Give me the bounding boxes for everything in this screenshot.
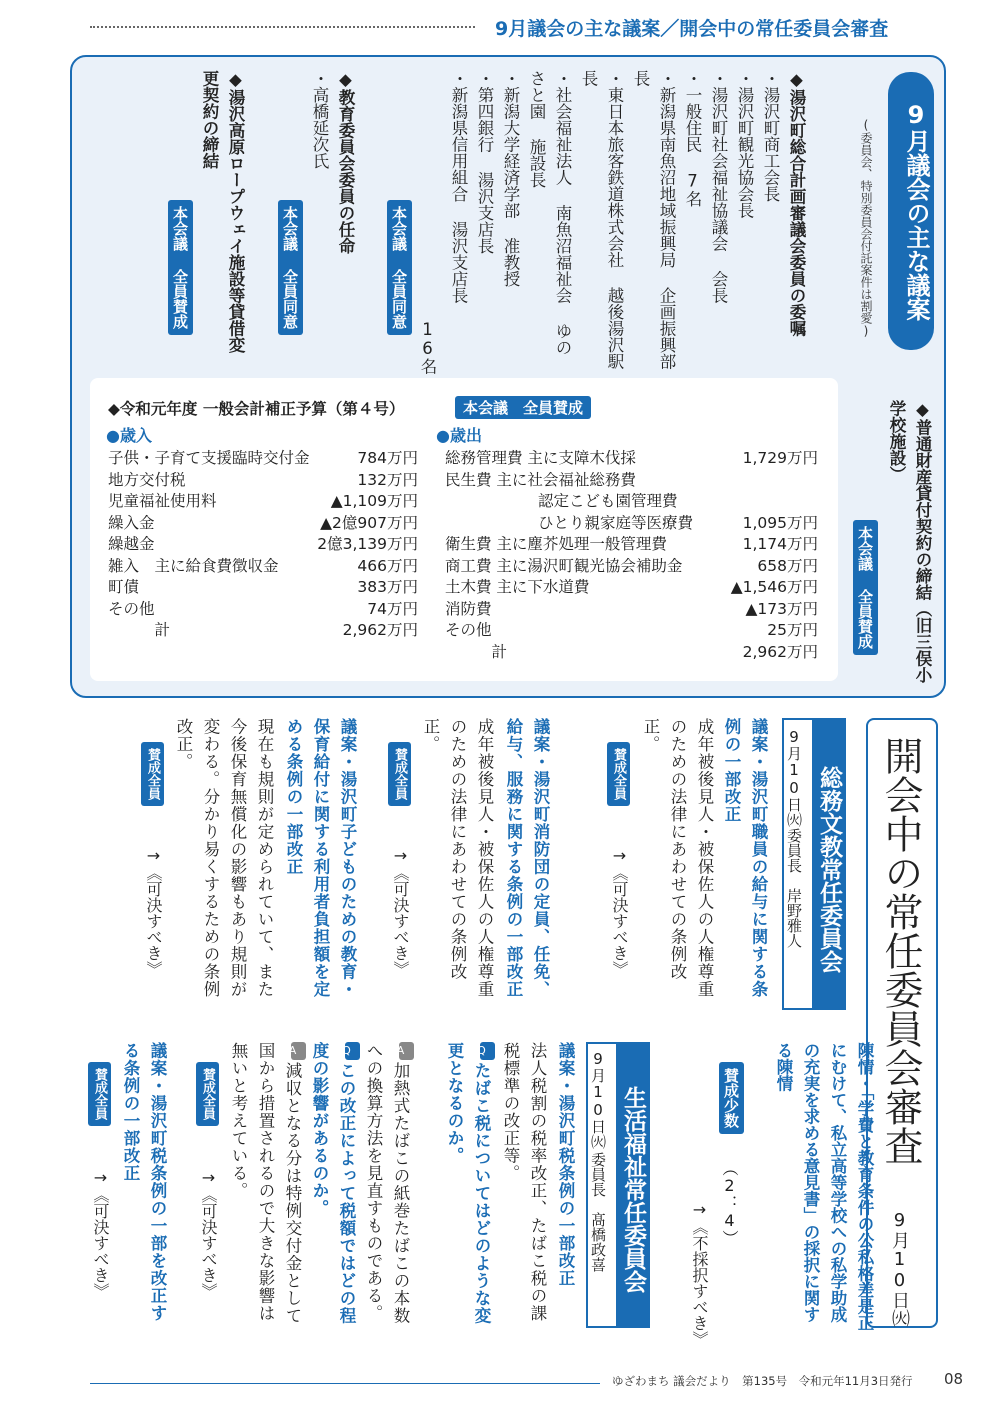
a-badge: A [399,1042,414,1060]
list-item: ・東日本旅客鉄道株式会社 越後湯沢駅長 [579,70,624,370]
soumu-name: 総務文教常任委員会 [812,718,846,1010]
table-row: 商工費 主に湯沢町観光協会補助金 658万円 [445,556,818,575]
table-row: 雑入 主に給食費徴収金 466万円 [108,556,418,575]
table-row: 児童福祉使用料 ▲1,109万円 [108,492,418,510]
table-row: その他 74万円 [108,599,418,618]
table-row: 衛生費 主に塵芥処理一般管理費 1,174万円 [445,535,818,553]
table-row: 計 2,962万円 [445,642,818,661]
soumu-bill-1-decision: →《可決すべき》 [610,846,629,977]
seikatsu-bill-1-decision: →《可決すべき》 [199,1168,218,1299]
agenda-item-1-count: 16名 [418,320,437,375]
seikatsu-bill-1-result: 賛成全員 [196,1062,219,1126]
seikatsu-name: 生活福祉常任委員会 [616,1042,650,1328]
soumu-bill-2-body: 成年被後見人・被保佐人の人権尊重のための法律にあわせての条例改正。 [421,718,494,998]
soumu-bill-2-title: 議案・湯沢町消防団の定員、任免、給与、服務に関する条例の一部改正 [504,718,550,998]
agenda-item-4-title: ◆普通財産貸付契約の締結（旧三俣小学校施設） [887,400,932,683]
soumu-bill-1-title: 議案・湯沢町職員の給与に関する条例の一部改正 [722,718,768,998]
header-title: 9月議会の主な議案／開会中の常任委員会審査 [495,18,889,40]
agenda-item-1-title: ◆湯沢町総合計画審議会委員の委嘱 [787,70,806,337]
list-item: ・湯沢町観光協会長 [735,70,754,219]
header-rule [90,26,475,28]
table-row: その他 25万円 [445,621,818,639]
soumu-chair: 委員長 岸野雅人 [785,828,803,948]
qa-question-1: Qたばこ税についてはどのような変更となるのか。 [441,1042,495,1332]
list-item: ・湯沢町社会福祉協議会 会長 [709,70,728,304]
petition-result: 賛成少数 [719,1062,744,1134]
soumu-bill-2-decision: →《可決すべき》 [391,846,410,977]
seikatsu-date: 9月10日㈫ [589,1050,607,1149]
list-item: ・第四銀行 湯沢支店長 [475,70,494,254]
revenue-label: ●歳入 [106,426,152,445]
table-row: 町債 383万円 [108,578,418,596]
agenda-item-2 [306,70,358,254]
petition-vote: （2：4） [720,1160,739,1246]
agenda-item-2-title: ◆教育委員会委員の任命 [336,70,355,254]
table-row: 消防費 ▲173万円 [445,599,818,618]
seikatsu-bill-2-decision: →《可決すべき》 [91,1168,110,1299]
qa-answer-2: A減収となる分は特例交付金として国から措置されるので大きな影響は無いと考えている。 [225,1042,306,1332]
agenda-note: (委員会、特別委員会付託案件は割愛) [859,118,873,338]
seikatsu-bill-2-result: 賛成全員 [88,1062,111,1126]
list-item: ・新潟県信用組合 湯沢支店長 [449,70,468,304]
page-number: 08 [944,1370,964,1388]
revenue-table [108,448,418,642]
qa-question-2: Qこの改正によって税額ではどの程度の影響があるのか。 [306,1042,360,1332]
soumu-bill-1-result: 賛成全員 [607,742,630,806]
seikatsu-bill-1-body: 法人税割の税率改正、たばこ税の課税標準の改正等。 [501,1042,547,1322]
table-row: 子供・子育て支援臨時交付金 784万円 [108,449,418,467]
footer-text: ゆざわまち 議会だより 第135号 令和元年11月3日発行 [612,1374,913,1388]
seikatsu-chair: 委員長 髙橋政喜 [589,1152,607,1272]
list-item: ・社会福祉法人 南魚沼福祉会 ゆのさと園 施設長 [527,70,572,356]
table-row: 繰入金 ▲2億907万円 [108,513,418,532]
petition-decision: →《不採択すべき》 [690,1200,709,1347]
budget-title: ◆令和元年度 一般会計補正予算（第４号） [108,400,405,418]
list-item: ・一般住民 7名 [683,70,702,207]
petition-title: 陳情・「学費と教育条件の公私格差是正にむけて、私立高等学校への私学助成の充実を求める意見書」の採択に関する陳情 [774,1042,874,1331]
expense-label: ●歳出 [436,426,482,445]
seikatsu-bill-1-title: 議案・湯沢町税条例の一部改正 [556,1042,575,1287]
soumu-bill-3-result: 賛成全員 [141,742,164,806]
agenda-item-2-result: 本会議 全員同意 [278,200,303,335]
list-item: ・新潟県南魚沼地域振興局 企画振興部長 [631,70,676,370]
table-row: 総務管理費 主に支障木伐採 1,729万円 [445,449,818,467]
soumu-bill-1-body: 成年被後見人・被保佐人の人権尊重のための法律にあわせての条例改正。 [641,718,714,998]
agenda-item-1 [445,70,809,370]
list-item: ・高橋延次氏 [310,70,329,169]
agenda-title: 9月議会の主な議案 [888,72,934,350]
q-badge: Q [480,1042,495,1060]
agenda-item-3-result: 本会議 全員賛成 [168,200,193,335]
agenda-item-3-title: ◆湯沢高原ロープウェイ施設等貸借変更契約の締結 [200,70,245,353]
table-row: ひとり親家庭等医療費 1,095万円 [445,513,818,532]
budget-result: 本会議 全員賛成 [455,396,591,419]
expense-table [445,448,818,663]
committee-title: 開会中の常任委員会審査 [878,736,923,1165]
list-item: ・新潟大学経済学部 准教授 [501,70,520,287]
a-badge: A [291,1042,306,1060]
agenda-item-4-result: 本会議 全員賛成 [853,520,878,655]
list-item: ・湯沢町商工会長 [761,70,780,202]
table-row: 地方交付税 132万円 [108,470,418,489]
soumu-bill-2-result: 賛成全員 [388,742,411,806]
soumu-date: 9月10日㈫ [785,728,803,827]
committee-date: 9月10日㈫ [889,1210,910,1327]
soumu-bill-3-body: 現在も規則が定められていて、また今後保育無償化の影響もあり規則が変わる。分かり易くするための条例改正。 [174,718,274,998]
soumu-bill-3-decision: →《可決すべき》 [144,846,163,977]
qa-answer-1: A加熱式たばこの紙巻たばこの本数への換算方法を見直すものである。 [360,1042,414,1332]
table-row: 計 2,962万円 [108,621,418,639]
table-row: 繰越金 2億3,139万円 [108,535,418,553]
footer-rule [90,1383,600,1384]
seikatsu-bill-2-title: 議案・湯沢町税条例の一部を改正する条例の一部改正 [121,1042,167,1322]
q-badge: Q [345,1042,360,1060]
soumu-bill-3-title: 議案・湯沢町子どものための教育・保育給付に関する利用者負担額を定める条例の一部改正 [284,718,357,998]
table-row: 民生費 主に社会福祉総務費 [445,470,636,489]
table-row: 認定こども園管理費 [445,492,678,510]
agenda-item-1-result: 本会議 全員同意 [387,200,412,335]
table-row: 土木費 主に下水道費 ▲1,546万円 [445,578,818,596]
